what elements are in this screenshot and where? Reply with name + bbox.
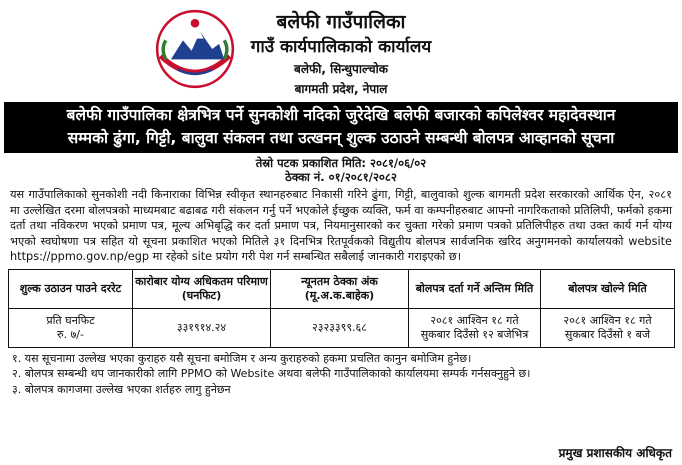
- registration-time: सुकबार दिउँसो १२ बजेभित्र: [420, 327, 529, 341]
- opening-date: २०८१ आश्विन १८ गते: [563, 313, 652, 327]
- letterhead: [4, 0, 678, 100]
- header-registration-deadline: बोलपत्र दर्ता गर्ने अन्तिम मिति: [409, 269, 541, 308]
- opening-time: सुकबार दिउँसो १ बजे: [564, 327, 651, 341]
- notice-body: यस गाउँपालिकाको सुनकोशी नदी किनाराका विभिन्न स्वीकृत स्थानहरुबाट निकासी गरिने ढुंगा, गिट्टी, बालुवाको शुल्क बागमती प्रदेश सरकारको आर्थिक ऐन, २०८१ मा उल्लेखित दरमा बोलपत्रको माध्यमबाट बढाबढ गरी संकलन गर्नु पर्ने भएकोले ईच्छुक व्यक्ति, फर्म वा कम्पनीहरुबाट आफ्नो नागरिकताको प्रतिलिपी, फर्मको हकमा दर्ता तथा नविकरण भएको प्रमाण पत्र, मूल्य अभिबृद्धि कर दर्ता प्रमाण पत्र, नियमानुसारको कर चुक्ता गरेको प्रमाण पत्रको प्रतिलिपीहरु तथा उक्त कार्य गर्न योग्य भएको स्वघोषणा पत्र सहित यो सूचना प्रकाशित भएको मितिले ३१ दिनभित्र रितपूर्वकको विद्युतीय बोलपत्र सार्वजनिक खरिद अनुगमनको कार्यालयको website https://ppmo.gov.np/egp मा रहेको site प्रयोग गरी पेश गर्न सम्बन्धित सबैलाई जानकारी गराइएको छ।: [10, 188, 672, 263]
- header-opening-date: बोलपत्र खोल्ने मिति: [541, 269, 675, 308]
- header-quantity: कारोबार योग्य अधिकतम परिमाण (घनफिट): [133, 269, 271, 308]
- tender-table-header-row: [9, 269, 675, 308]
- cell-opening-date: [541, 308, 675, 347]
- address-line-2: बागमती प्रदेश, नेपाल: [294, 82, 388, 96]
- published-date: तेस्रो पटक प्रकाशित मिति: २०८१/०६/०२: [255, 156, 427, 170]
- notice-title-band: [4, 102, 678, 153]
- rate-unit: प्रति घनफिट: [46, 313, 95, 327]
- cell-quantity: ३३१९१४.२४: [133, 308, 271, 347]
- cell-rate: [9, 308, 133, 347]
- note-item: ३. बोलपत्र कागजमा उल्लेख भएका शर्तहरु लागु हुनेछन: [12, 382, 231, 396]
- cell-min-amount: २३२३३९९.६८: [271, 308, 409, 347]
- contract-number: ठेक्का नं. ०१/२०८१/२०८२: [285, 170, 397, 184]
- registration-date: २०८१ आश्विन १८ गते: [430, 313, 519, 327]
- rate-value: रु. ७/-: [57, 327, 84, 341]
- header-rate: शुल्क उठाउन पाउने दररेट: [9, 269, 133, 308]
- note-item: २. बोलपत्र सम्बन्धी थप जानकारीको लागि PPMO को Website अथवा बलेफी गाउँपालिकाको कार्यालयमा सम्पर्क गर्नसक्नुहुने छ।: [12, 367, 531, 380]
- cell-registration-deadline: [409, 308, 541, 347]
- notice-title-line-2: सम्मको ढुंगा, गिट्टी, बालुवा संकलन तथा उत्खनन् शुल्क उठाउने सम्बन्धी बोलपत्र आव्हानको सूचना: [67, 129, 615, 147]
- signatory-title: प्रमुख प्रशासकीय अधिकृत: [558, 446, 672, 460]
- publication-info: [4, 156, 678, 184]
- office-name: गाउँ कार्यपालिकाको कार्यालय: [250, 37, 432, 57]
- notice-title-line-1: बलेफी गाउँपालिका क्षेत्रभित्र पर्ने सुनकोशी नदिको जुरेदेखि बलेफी बजारको कपिलेश्वर महादेवस्थान: [66, 106, 616, 124]
- address-line-1: बलेफी, सिन्धुपाल्चोक: [294, 62, 388, 76]
- tender-table: [8, 269, 675, 348]
- municipality-name: बलेफी गाउँपालिका: [276, 11, 406, 33]
- notes-list: [12, 351, 670, 398]
- header-min-amount: न्यूनतम ठेक्का अंक (मू.अ.क.बाहेक): [271, 269, 409, 308]
- note-item: १. यस सूचनामा उल्लेख भएका कुराहरु यसै सूचना बमोजिम र अन्य कुराहरुको हकमा प्रचलित कानुन बमोजिम हुनेछ।: [12, 351, 472, 365]
- table-row: [9, 308, 675, 347]
